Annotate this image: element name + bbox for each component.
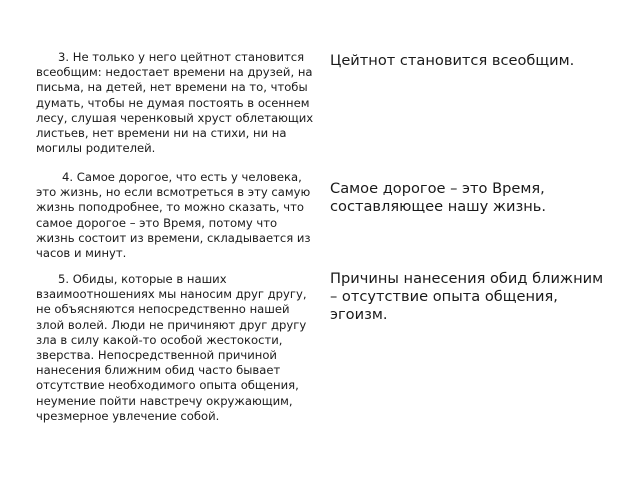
- summary-2: Самое дорогое – это Время, составляющее нашу жизнь.: [330, 180, 547, 215]
- source-paragraph-5: 5. Обиды, которые в наших взаимоотношениях мы наносим друг другу, не объясняются непосредственно нашей злой волей. Люди не причиняют друг другу зла в силу какой-то особой жестокости, зверства. Непосредственной причиной нанесения ближним обид часто бывает отсутствие необходимого опыта общения, неумение пойти навстречу окружающим, чрезмерное увлечение собой.: [36, 272, 307, 423]
- summary-3: Причины нанесения обид ближним – отсутствие опыта общения, эгоизм.: [330, 270, 604, 323]
- summary-1: Цейтнот становится всеобщим.: [330, 52, 575, 69]
- source-paragraph-4: 4. Самое дорогое, что есть у человека, это жизнь, но если всмотреться в эту самую жизнь поподробнее, то можно сказать, что самое дорогое – это Время, потому что жизнь состоит из времени, складывается из часов и минут.: [36, 170, 311, 261]
- source-paragraph-3: 3. Не только у него цейтнот становится всеобщим: недостает времени на друзей, на письма, на детей, нет времени на то, чтобы думать, чтобы не думая постоять в осеннем лесу, слушая черенковый хруст облетающих листьев, нет времени ни на стихи, ни на могилы родителей.: [36, 50, 314, 156]
